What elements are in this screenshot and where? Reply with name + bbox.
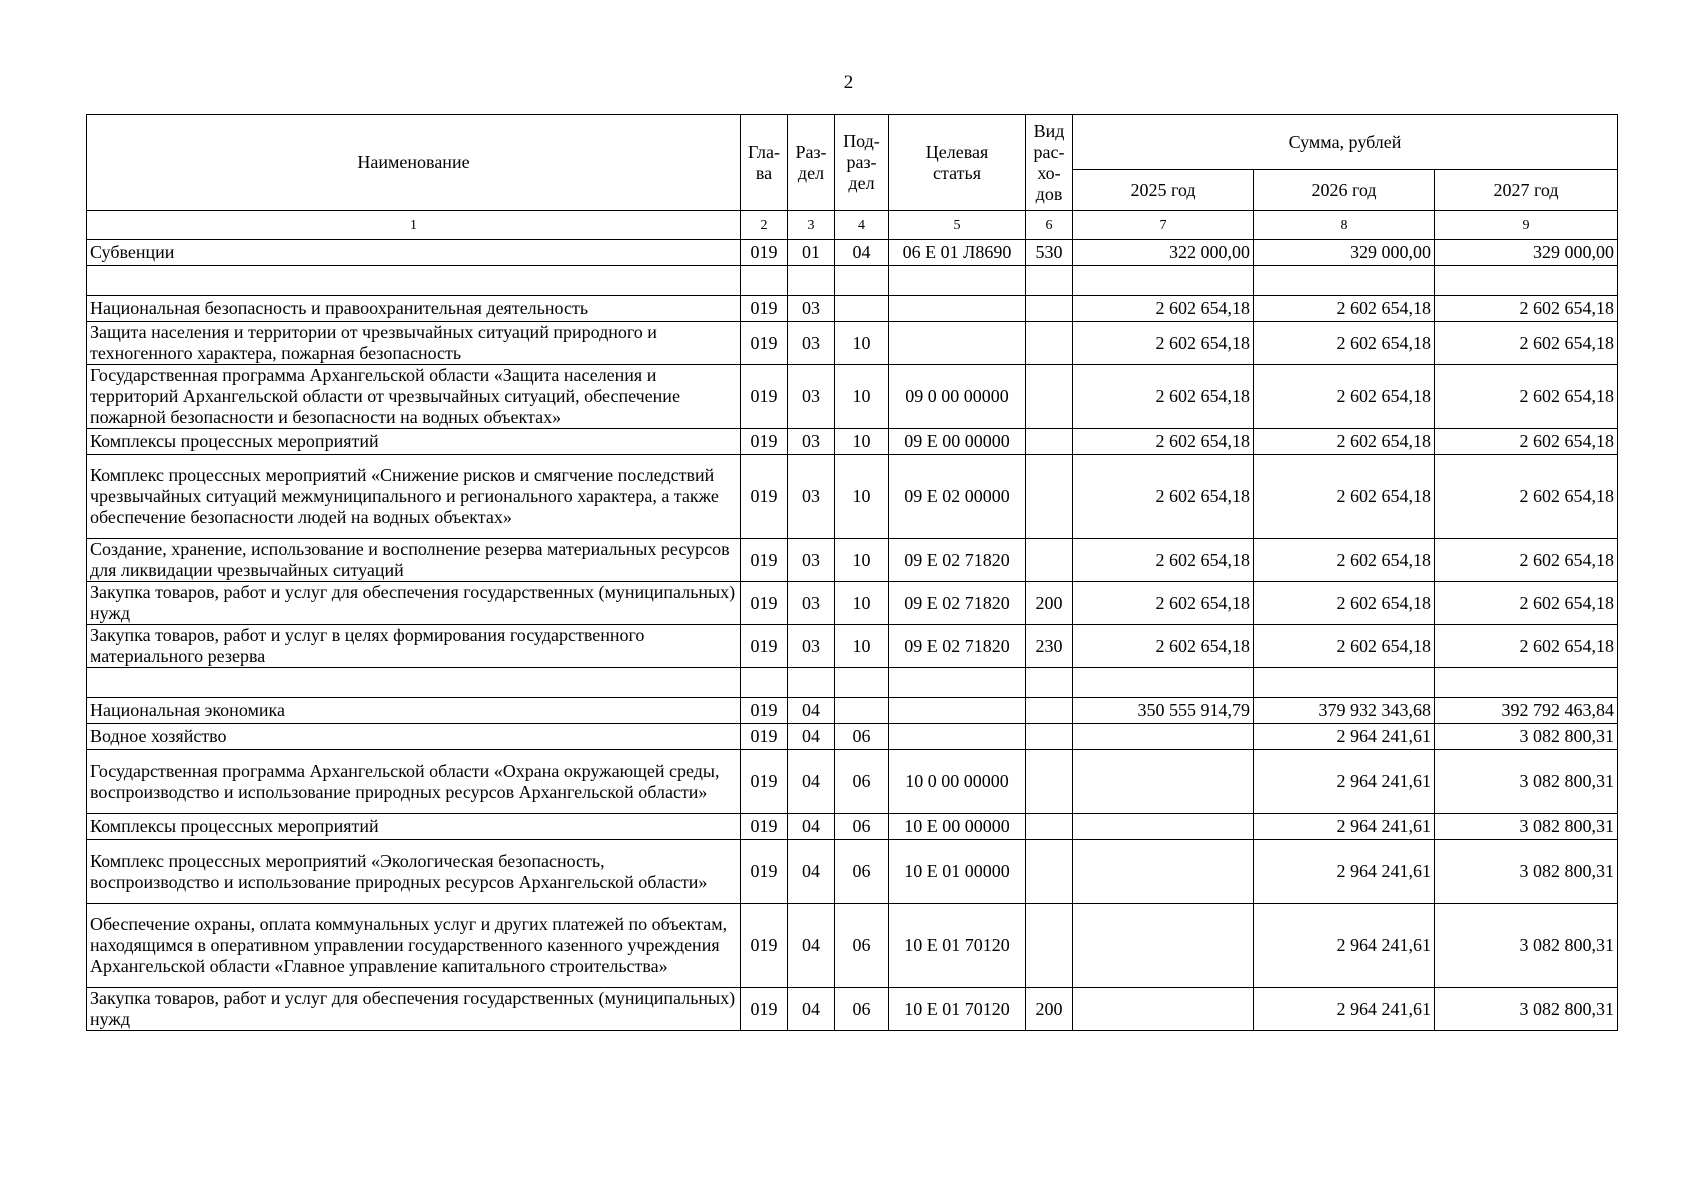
row-sum-2027: 2 602 654,18 xyxy=(1435,455,1618,539)
row-glava: 019 xyxy=(741,429,788,455)
row-name: Государственная программа Архангельской области «Защита населения и территорий Архангельской области от чрезвычайных ситуаций, обеспечение пожарной безопасности и безопасности на водных объектах» xyxy=(87,365,741,429)
row-podrazdel: 06 xyxy=(835,988,889,1031)
row-razdel: 01 xyxy=(788,240,835,266)
header-2026: 2026 год xyxy=(1254,170,1435,211)
table-row xyxy=(87,724,1618,750)
row-sum-2025: 2 602 654,18 xyxy=(1073,365,1254,429)
table-row xyxy=(87,625,1618,668)
row-name: Комплексы процессных мероприятий xyxy=(87,814,741,840)
row-name: Создание, хранение, использование и восполнение резерва материальных ресурсов для ликвидации чрезвычайных ситуаций xyxy=(87,539,741,582)
row-celevaya: 10 Е 01 70120 xyxy=(889,988,1026,1031)
row-name: Закупка товаров, работ и услуг в целях формирования государственного материального резерва xyxy=(87,625,741,668)
row-name: Водное хозяйство xyxy=(87,724,741,750)
row-vid xyxy=(1026,698,1073,724)
row-podrazdel: 10 xyxy=(835,582,889,625)
table-row xyxy=(87,904,1618,988)
row-podrazdel: 06 xyxy=(835,904,889,988)
row-name: Субвенции xyxy=(87,240,741,266)
row-glava xyxy=(741,266,788,296)
row-podrazdel: 10 xyxy=(835,455,889,539)
row-vid: 200 xyxy=(1026,582,1073,625)
row-glava: 019 xyxy=(741,365,788,429)
row-vid xyxy=(1026,429,1073,455)
row-glava: 019 xyxy=(741,840,788,904)
header-razdel xyxy=(788,115,835,211)
row-podrazdel: 10 xyxy=(835,539,889,582)
table-row xyxy=(87,698,1618,724)
row-vid xyxy=(1026,455,1073,539)
row-vid xyxy=(1026,322,1073,365)
column-number: 5 xyxy=(889,211,1026,240)
row-sum-2026: 2 602 654,18 xyxy=(1254,429,1435,455)
row-razdel: 04 xyxy=(788,904,835,988)
row-vid xyxy=(1026,365,1073,429)
row-celevaya xyxy=(889,724,1026,750)
header-celevaya-text: Целевая статья xyxy=(925,141,989,183)
row-glava: 019 xyxy=(741,296,788,322)
row-razdel: 04 xyxy=(788,698,835,724)
row-sum-2026: 2 964 241,61 xyxy=(1254,814,1435,840)
row-sum-2025 xyxy=(1073,668,1254,698)
row-sum-2025 xyxy=(1073,840,1254,904)
row-sum-2027: 2 602 654,18 xyxy=(1435,539,1618,582)
row-sum-2025: 322 000,00 xyxy=(1073,240,1254,266)
row-sum-2026: 2 602 654,18 xyxy=(1254,625,1435,668)
row-vid xyxy=(1026,539,1073,582)
row-podrazdel: 10 xyxy=(835,625,889,668)
row-podrazdel: 10 xyxy=(835,365,889,429)
column-number: 4 xyxy=(835,211,889,240)
row-sum-2027: 3 082 800,31 xyxy=(1435,840,1618,904)
header-celevaya xyxy=(889,115,1026,211)
row-podrazdel xyxy=(835,668,889,698)
row-vid xyxy=(1026,668,1073,698)
column-number: 7 xyxy=(1073,211,1254,240)
row-vid xyxy=(1026,750,1073,814)
row-sum-2026: 2 602 654,18 xyxy=(1254,455,1435,539)
table-row xyxy=(87,455,1618,539)
row-sum-2027: 2 602 654,18 xyxy=(1435,429,1618,455)
row-podrazdel: 06 xyxy=(835,840,889,904)
row-name: Закупка товаров, работ и услуг для обеспечения государственных (муниципальных) нужд xyxy=(87,582,741,625)
row-celevaya: 09 Е 00 00000 xyxy=(889,429,1026,455)
row-sum-2025: 2 602 654,18 xyxy=(1073,322,1254,365)
row-name: Комплекс процессных мероприятий «Снижение рисков и смягчение последствий чрезвычайных ситуаций межмуниципального и регионального характера, а также обеспечение безопасности людей на водных объектах» xyxy=(87,455,741,539)
table-row xyxy=(87,750,1618,814)
row-vid xyxy=(1026,724,1073,750)
row-glava: 019 xyxy=(741,322,788,365)
row-sum-2026: 2 964 241,61 xyxy=(1254,724,1435,750)
budget-table xyxy=(86,114,1618,1031)
column-number: 6 xyxy=(1026,211,1073,240)
table-row xyxy=(87,539,1618,582)
table-row xyxy=(87,296,1618,322)
row-sum-2027 xyxy=(1435,668,1618,698)
row-razdel: 04 xyxy=(788,840,835,904)
header-name: Наименование xyxy=(87,115,741,211)
header-podrazdel-text: Под- раз- дел xyxy=(843,131,880,193)
row-celevaya: 10 Е 01 00000 xyxy=(889,840,1026,904)
row-sum-2025: 2 602 654,18 xyxy=(1073,296,1254,322)
table-row xyxy=(87,988,1618,1031)
column-numbers-row xyxy=(87,211,1618,240)
row-sum-2027: 3 082 800,31 xyxy=(1435,988,1618,1031)
row-sum-2025: 2 602 654,18 xyxy=(1073,455,1254,539)
row-razdel: 03 xyxy=(788,296,835,322)
row-sum-2025 xyxy=(1073,266,1254,296)
row-sum-2027: 2 602 654,18 xyxy=(1435,365,1618,429)
row-name: Государственная программа Архангельской области «Охрана окружающей среды, воспроизводство и использование природных ресурсов Архангельской области» xyxy=(87,750,741,814)
row-celevaya xyxy=(889,296,1026,322)
row-sum-2026: 2 602 654,18 xyxy=(1254,582,1435,625)
row-sum-2025 xyxy=(1073,814,1254,840)
row-razdel: 04 xyxy=(788,750,835,814)
row-celevaya: 09 Е 02 00000 xyxy=(889,455,1026,539)
row-celevaya: 10 Е 01 70120 xyxy=(889,904,1026,988)
row-glava: 019 xyxy=(741,750,788,814)
row-name: Национальная безопасность и правоохранительная деятельность xyxy=(87,296,741,322)
row-glava: 019 xyxy=(741,988,788,1031)
row-sum-2027: 3 082 800,31 xyxy=(1435,750,1618,814)
row-celevaya: 10 0 00 00000 xyxy=(889,750,1026,814)
table-row xyxy=(87,240,1618,266)
table-row xyxy=(87,322,1618,365)
table-row xyxy=(87,582,1618,625)
header-summa: Сумма, рублей xyxy=(1073,115,1618,170)
row-razdel xyxy=(788,266,835,296)
row-podrazdel: 04 xyxy=(835,240,889,266)
row-sum-2027: 2 602 654,18 xyxy=(1435,296,1618,322)
header-2025: 2025 год xyxy=(1073,170,1254,211)
table-row xyxy=(87,365,1618,429)
row-celevaya: 09 Е 02 71820 xyxy=(889,582,1026,625)
row-sum-2027: 392 792 463,84 xyxy=(1435,698,1618,724)
row-name: Комплексы процессных мероприятий xyxy=(87,429,741,455)
row-name: Защита населения и территории от чрезвычайных ситуаций природного и техногенного характера, пожарная безопасность xyxy=(87,322,741,365)
row-sum-2027 xyxy=(1435,266,1618,296)
row-razdel: 03 xyxy=(788,429,835,455)
row-sum-2026 xyxy=(1254,266,1435,296)
column-number: 2 xyxy=(741,211,788,240)
row-vid xyxy=(1026,840,1073,904)
column-number: 3 xyxy=(788,211,835,240)
row-razdel xyxy=(788,668,835,698)
header-vid-text: Вид рас- хо- дов xyxy=(1033,120,1065,204)
column-number: 9 xyxy=(1435,211,1618,240)
row-celevaya xyxy=(889,668,1026,698)
row-vid xyxy=(1026,814,1073,840)
table-row xyxy=(87,814,1618,840)
row-sum-2026: 2 964 241,61 xyxy=(1254,750,1435,814)
row-glava: 019 xyxy=(741,582,788,625)
row-name: Обеспечение охраны, оплата коммунальных услуг и других платежей по объектам, находящимся в оперативном управлении государственного казенного учреждения Архангельской области «Главное управление капитального строительства» xyxy=(87,904,741,988)
header-glava xyxy=(741,115,788,211)
table-row xyxy=(87,840,1618,904)
row-celevaya xyxy=(889,322,1026,365)
empty-row xyxy=(87,668,1618,698)
row-sum-2026: 329 000,00 xyxy=(1254,240,1435,266)
row-sum-2025: 2 602 654,18 xyxy=(1073,582,1254,625)
row-celevaya: 09 Е 02 71820 xyxy=(889,625,1026,668)
row-vid: 530 xyxy=(1026,240,1073,266)
row-name xyxy=(87,668,741,698)
page-number: 2 xyxy=(843,72,854,93)
row-podrazdel: 06 xyxy=(835,724,889,750)
row-razdel: 04 xyxy=(788,988,835,1031)
row-name: Комплекс процессных мероприятий «Экологическая безопасность, воспроизводство и использование природных ресурсов Архангельской области» xyxy=(87,840,741,904)
row-sum-2026 xyxy=(1254,668,1435,698)
row-sum-2026: 2 602 654,18 xyxy=(1254,296,1435,322)
row-sum-2026: 2 964 241,61 xyxy=(1254,840,1435,904)
row-razdel: 03 xyxy=(788,455,835,539)
row-glava: 019 xyxy=(741,724,788,750)
column-number: 8 xyxy=(1254,211,1435,240)
row-glava: 019 xyxy=(741,625,788,668)
header-podrazdel xyxy=(835,115,889,211)
header-2027: 2027 год xyxy=(1435,170,1618,211)
header-glava-text: Гла- ва xyxy=(747,141,781,183)
empty-row xyxy=(87,266,1618,296)
row-sum-2027: 2 602 654,18 xyxy=(1435,582,1618,625)
row-sum-2027: 2 602 654,18 xyxy=(1435,625,1618,668)
row-razdel: 03 xyxy=(788,625,835,668)
row-sum-2025 xyxy=(1073,904,1254,988)
row-podrazdel: 06 xyxy=(835,814,889,840)
row-vid xyxy=(1026,296,1073,322)
row-sum-2027: 329 000,00 xyxy=(1435,240,1618,266)
row-podrazdel: 06 xyxy=(835,750,889,814)
row-glava: 019 xyxy=(741,904,788,988)
row-podrazdel: 10 xyxy=(835,322,889,365)
row-sum-2025: 2 602 654,18 xyxy=(1073,429,1254,455)
row-sum-2027: 3 082 800,31 xyxy=(1435,724,1618,750)
header-razdel-text: Раз- дел xyxy=(795,141,827,183)
row-sum-2026: 2 964 241,61 xyxy=(1254,904,1435,988)
row-sum-2027: 3 082 800,31 xyxy=(1435,904,1618,988)
table-row xyxy=(87,429,1618,455)
column-number: 1 xyxy=(87,211,741,240)
row-celevaya: 09 0 00 00000 xyxy=(889,365,1026,429)
row-sum-2026: 2 602 654,18 xyxy=(1254,322,1435,365)
row-celevaya: 10 Е 00 00000 xyxy=(889,814,1026,840)
row-celevaya xyxy=(889,698,1026,724)
row-sum-2025: 350 555 914,79 xyxy=(1073,698,1254,724)
row-razdel: 03 xyxy=(788,582,835,625)
row-sum-2026: 2 964 241,61 xyxy=(1254,988,1435,1031)
row-celevaya: 06 Е 01 Л8690 xyxy=(889,240,1026,266)
row-razdel: 04 xyxy=(788,724,835,750)
row-podrazdel: 10 xyxy=(835,429,889,455)
row-sum-2025 xyxy=(1073,750,1254,814)
row-glava: 019 xyxy=(741,455,788,539)
row-sum-2025 xyxy=(1073,724,1254,750)
row-glava: 019 xyxy=(741,698,788,724)
table-body xyxy=(87,211,1618,1031)
row-vid xyxy=(1026,266,1073,296)
row-sum-2025 xyxy=(1073,988,1254,1031)
row-vid: 230 xyxy=(1026,625,1073,668)
row-sum-2026: 2 602 654,18 xyxy=(1254,365,1435,429)
row-sum-2025: 2 602 654,18 xyxy=(1073,625,1254,668)
header-vid xyxy=(1026,115,1073,211)
row-glava: 019 xyxy=(741,814,788,840)
row-name: Национальная экономика xyxy=(87,698,741,724)
row-celevaya: 09 Е 02 71820 xyxy=(889,539,1026,582)
row-vid xyxy=(1026,904,1073,988)
row-glava xyxy=(741,668,788,698)
row-vid: 200 xyxy=(1026,988,1073,1031)
row-sum-2025: 2 602 654,18 xyxy=(1073,539,1254,582)
row-glava: 019 xyxy=(741,539,788,582)
row-podrazdel xyxy=(835,296,889,322)
row-sum-2026: 2 602 654,18 xyxy=(1254,539,1435,582)
row-sum-2027: 3 082 800,31 xyxy=(1435,814,1618,840)
row-razdel: 03 xyxy=(788,322,835,365)
row-celevaya xyxy=(889,266,1026,296)
row-name xyxy=(87,266,741,296)
row-glava: 019 xyxy=(741,240,788,266)
row-name: Закупка товаров, работ и услуг для обеспечения государственных (муниципальных) нужд xyxy=(87,988,741,1031)
row-sum-2027: 2 602 654,18 xyxy=(1435,322,1618,365)
row-razdel: 04 xyxy=(788,814,835,840)
row-podrazdel xyxy=(835,266,889,296)
row-podrazdel xyxy=(835,698,889,724)
row-sum-2026: 379 932 343,68 xyxy=(1254,698,1435,724)
row-razdel: 03 xyxy=(788,365,835,429)
row-razdel: 03 xyxy=(788,539,835,582)
